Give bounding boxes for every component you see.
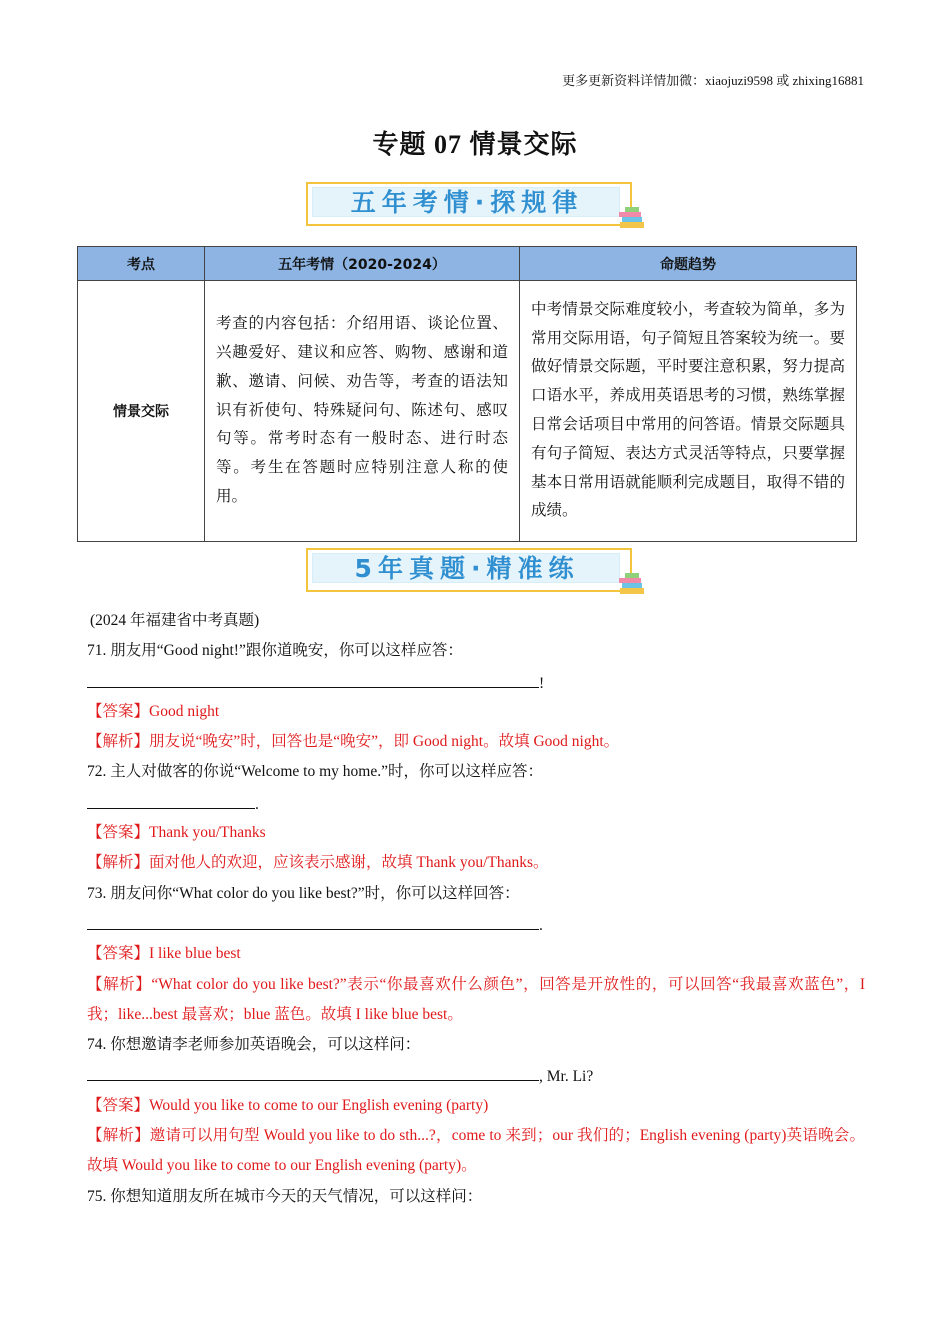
header-note: 更多更新资料详情加微：xiaojuzi9598 或 zhixing16881 (562, 73, 864, 88)
source-note: (2024 年福建省中考真题) (90, 612, 260, 629)
banner-text: 五年考情·探规律 (350, 188, 584, 217)
analysis-72: 【解析】面对他人的欢迎，应该表示感谢，故填 Thank you/Thanks。 (87, 854, 549, 872)
exam-analysis-table (77, 246, 857, 542)
trend-text: 中考情景交际难度较小，考查较为简单，多为常用交际用语，句子简短且答案较为统一。要做好情景交际题，平时要注意积累，努力提高口语水平，养成用英语思考的习惯，熟练掌握日常会话项目中常用的问答语。情景交际题具有句子简短、表达方式灵活等特点，只要掌握基本日常用语就能顺利完成题目，取得不错的成绩。 (531, 300, 845, 520)
blank-tail: . (539, 916, 543, 934)
analysis-73: 【解析】“What color do you like best?”表示“你最喜欢什么颜色”，回答是开放性的，可以回答“我最喜欢蓝色”，I 我；like...best 最喜欢；blue 蓝色。故填 I like blue best。 (87, 975, 865, 1023)
question-list (87, 606, 865, 1212)
answer-blank-72[interactable] (87, 788, 865, 818)
answer-blank-74[interactable] (87, 1060, 865, 1090)
answer-blank-73[interactable] (87, 909, 865, 939)
books-icon (616, 572, 646, 596)
banner-exam-analysis (306, 182, 646, 230)
question-73: 73. 朋友问你“What color do you like best?”时，你可以这样回答： (87, 884, 520, 902)
table-header: 命题趋势 (520, 247, 857, 281)
page-title: 专题 07 情景交际 (372, 130, 578, 159)
table-row (78, 281, 857, 542)
answer-72: 【答案】Thank you/Thanks (87, 824, 266, 842)
analysis-74: 【解析】邀请可以用句型 Would you like to do sth...?，come to 来到；our 我们的；English evening (party)英语晚会。故填 Would you like to come to our English evening (party)。 (87, 1127, 865, 1175)
question-72: 72. 主人对做客的你说“Welcome to my home.”时，你可以这样应答： (87, 763, 543, 781)
blank-tail: , Mr. Li? (539, 1068, 594, 1086)
blank-tail: . (255, 795, 259, 813)
books-icon (616, 206, 646, 230)
question-71: 71. 朋友用“Good night!”跟你道晚安，你可以这样应答： (87, 642, 463, 660)
answer-71: 【答案】Good night (87, 702, 220, 720)
banner-practice (306, 548, 646, 596)
banner-text: 5年真题·精准练 (354, 554, 580, 583)
situation-text: 考查的内容包括：介绍用语、谈论位置、兴趣爱好、建议和应答、购物、感谢和道歉、邀请、问候、劝告等，考查的语法知识有祈使句、特殊疑问句、陈述句、感叹句等。常考时态有一般时态、进行时态等。考生在答题时应特别注意人称的使用。 (216, 315, 508, 505)
trend-cell (520, 281, 857, 542)
topic-cell: 情景交际 (78, 281, 205, 542)
table-header: 五年考情（2020-2024） (205, 247, 520, 281)
situation-cell (205, 281, 520, 542)
question-74: 74. 你想邀请李老师参加英语晚会，可以这样问： (87, 1036, 421, 1054)
question-75: 75. 你想知道朋友所在城市今天的天气情况，可以这样问： (87, 1187, 483, 1205)
blank-tail: ! (539, 674, 545, 692)
answer-74: 【答案】Would you like to come to our English evening (party) (87, 1096, 489, 1114)
answer-73: 【答案】I like blue best (87, 945, 241, 963)
analysis-71: 【解析】朋友说“晚安”时，回答也是“晚安”，即 Good night。故填 Good night。 (87, 733, 620, 751)
answer-blank-71[interactable] (87, 667, 865, 697)
table-header: 考点 (78, 247, 205, 281)
